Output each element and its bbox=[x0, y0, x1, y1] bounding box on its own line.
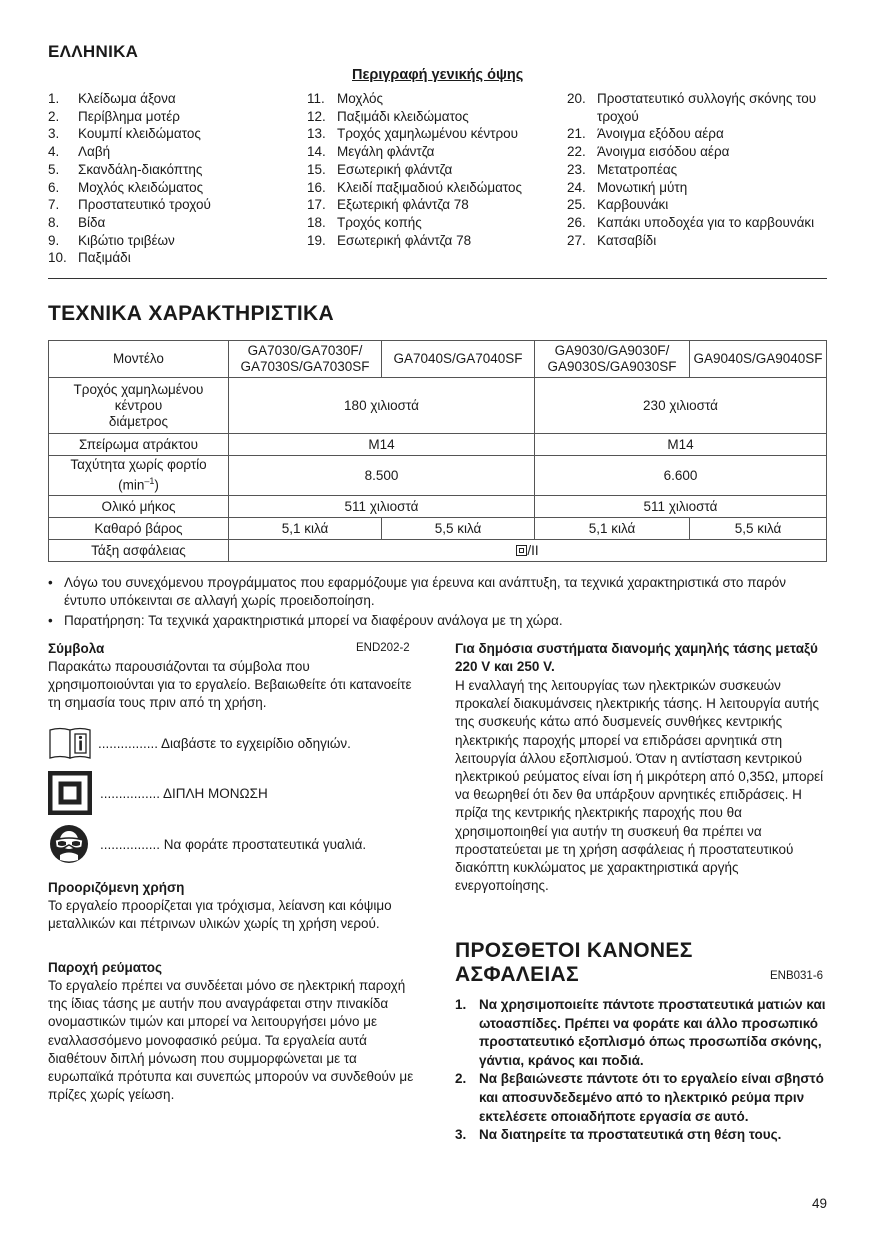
model-cell bbox=[229, 341, 382, 378]
symbol-row-glasses bbox=[48, 823, 366, 865]
item-number: 27. bbox=[567, 232, 586, 248]
item-number: 5. bbox=[48, 161, 60, 177]
weight-value: 5,1 κιλά bbox=[229, 518, 382, 540]
safety-class-label: Τάξη ασφάλειας bbox=[49, 540, 229, 562]
length-label: Ολικό μήκος bbox=[49, 496, 229, 518]
label-line: (min bbox=[118, 477, 145, 493]
item-number: 16. bbox=[307, 179, 326, 195]
speed-value: 6.600 bbox=[535, 456, 827, 496]
item-number: 9. bbox=[48, 232, 60, 248]
list-item bbox=[567, 214, 817, 232]
list-item bbox=[567, 179, 817, 197]
list-item bbox=[48, 161, 298, 179]
parts-list-column-3 bbox=[567, 90, 817, 249]
item-text: Προστατευτικό τροχού bbox=[78, 197, 211, 213]
model-name: GA9040S/GA9040SF bbox=[693, 351, 823, 366]
item-text: Τροχός κοπής bbox=[337, 214, 422, 230]
item-text: Μετατροπέας bbox=[597, 161, 678, 177]
wheel-value: 230 χιλιοστά bbox=[535, 378, 827, 434]
item-number: 1. bbox=[455, 997, 467, 1012]
list-item bbox=[567, 196, 817, 214]
label-line: Τροχός χαμηλωμένου bbox=[73, 381, 204, 397]
list-item bbox=[307, 214, 565, 232]
length-value: 511 χιλιοστά bbox=[229, 496, 535, 518]
item-number: 24. bbox=[567, 179, 586, 195]
parts-list-column-2 bbox=[307, 90, 565, 249]
list-item bbox=[455, 996, 827, 1070]
speed-label bbox=[49, 456, 229, 496]
thread-value: M14 bbox=[229, 434, 535, 456]
item-number: 7. bbox=[48, 197, 60, 213]
item-number: 10. bbox=[48, 250, 67, 266]
item-number: 1. bbox=[48, 91, 60, 106]
symbol-text: ................ Να φοράτε προστατευτικά γυαλιά. bbox=[100, 836, 367, 852]
intended-use-title: Προοριζόμενη χρήση bbox=[48, 880, 185, 895]
spec-notes bbox=[48, 574, 827, 630]
list-item bbox=[567, 90, 817, 125]
model-label: Μοντέλο bbox=[49, 341, 229, 378]
item-text: Να διατηρείτε τα προστατευτικά στη θέση τους. bbox=[479, 1127, 782, 1143]
thread-label: Σπείρωμα ατράκτου bbox=[49, 434, 229, 456]
item-text: Εσωτερική φλάντζα 78 bbox=[337, 232, 472, 248]
weight-value: 5,5 κιλά bbox=[690, 518, 827, 540]
model-name: GA9030/GA9030F/ bbox=[554, 343, 670, 358]
weight-label: Καθαρό βάρος bbox=[49, 518, 229, 540]
item-number: 13. bbox=[307, 126, 326, 142]
symbols-intro: Παρακάτω παρουσιάζονται τα σύμβολα που χρησιμοποιούνται για το εργαλείο. Βεβαιωθείτε ότι κατανοείτε τη σημασία τους πριν από τη χρήση. bbox=[48, 659, 412, 711]
double-insulation-icon bbox=[48, 771, 92, 815]
section-divider bbox=[48, 278, 827, 279]
item-text: Μονωτική μύτη bbox=[597, 179, 688, 195]
model-cell bbox=[382, 341, 535, 378]
item-text: Παξιμάδι κλειδώματος bbox=[337, 108, 469, 124]
model-name: GA7030S/GA7030SF bbox=[240, 359, 370, 374]
list-item bbox=[48, 612, 827, 630]
list-item bbox=[307, 143, 565, 161]
table-row bbox=[49, 434, 827, 456]
list-item bbox=[48, 179, 298, 197]
item-number: 2. bbox=[455, 1071, 467, 1087]
item-number: 6. bbox=[48, 179, 60, 195]
language-heading: ΕΛΛΗΝΙΚΑ bbox=[48, 42, 139, 61]
specs-table bbox=[48, 340, 827, 562]
length-value: 511 χιλιοστά bbox=[535, 496, 827, 518]
weight-value: 5,5 κιλά bbox=[382, 518, 535, 540]
weight-value: 5,1 κιλά bbox=[535, 518, 690, 540]
note-text: Παρατήρηση: Τα τεχνικά χαρακτηριστικά μπορεί να διαφέρουν ανάλογα με τη χώρα. bbox=[64, 613, 563, 628]
list-item bbox=[48, 125, 298, 143]
item-text: Προστατευτικό συλλογής σκόνης του τροχού bbox=[597, 91, 817, 124]
list-item bbox=[48, 232, 298, 250]
item-number: 4. bbox=[48, 144, 60, 160]
list-item bbox=[48, 214, 298, 232]
item-number: 25. bbox=[567, 197, 586, 213]
item-text: Εξωτερική φλάντζα 78 bbox=[337, 197, 469, 213]
list-item bbox=[455, 1126, 827, 1145]
table-row bbox=[49, 540, 827, 562]
item-text: Κλειδί παξιμαδιού κλειδώματος bbox=[337, 179, 523, 195]
item-number: 17. bbox=[307, 197, 326, 213]
model-name: GA7030/GA7030F/ bbox=[247, 343, 363, 358]
list-item bbox=[567, 161, 817, 179]
table-row bbox=[49, 496, 827, 518]
item-number: 23. bbox=[567, 161, 586, 177]
public-systems-title: Για δημόσια συστήματα διανομής χαμηλής τάσης μεταξύ 220 V και 250 V. bbox=[455, 641, 818, 675]
list-item bbox=[48, 574, 827, 610]
label-line: κέντρου bbox=[114, 397, 163, 413]
list-item bbox=[48, 90, 298, 108]
superscript: –1 bbox=[144, 476, 155, 487]
read-manual-icon bbox=[48, 726, 94, 760]
safety-class-value bbox=[229, 540, 827, 562]
list-item bbox=[307, 90, 565, 108]
item-text: Κατσαβίδι bbox=[597, 232, 657, 248]
model-name: GA9030S/GA9030SF bbox=[547, 359, 677, 374]
item-text: Εσωτερική φλάντζα bbox=[337, 161, 453, 177]
note-text: Λόγω του συνεχόμενου προγράμματος που εφαρμόζουμε για έρευνα και ανάπτυξη, τα τεχνικά χαρακτηριστικά στο παρόν έντυπο υπόκεινται σε αλλαγή χωρίς προειδοποίηση. bbox=[64, 575, 787, 608]
safety-code: ENB031-6 bbox=[770, 970, 824, 982]
list-item bbox=[307, 232, 565, 250]
double-insulation-small-icon bbox=[516, 545, 527, 556]
item-text: Καπάκι υποδοχέα για το καρβουνάκι bbox=[597, 214, 815, 230]
item-number: 22. bbox=[567, 144, 586, 160]
wheel-value: 180 χιλιοστά bbox=[229, 378, 535, 434]
item-number: 2. bbox=[48, 108, 60, 124]
public-systems-text: Η εναλλαγή της λειτουργίας των ηλεκτρικών συσκευών προκαλεί διακυμάνσεις ηλεκτρικής τάσης. Η λειτουργία αυτής της συσκευής κάτω από δυσμενείς συνθήκες κεντρικής ηλεκτρικής παροχής μπορεί να επιδράσει αρνητικά στη λειτουργία άλλου εξοπλισμού. Όταν η αντίσταση κεντρικού ηλεκτρικού ρεύματος είναι ίση ή μικρότερη από 0,35Ω, μπορεί να θεωρηθεί ότι δεν θα υπάρξουν αρνητικές επιδράσεις. Η πρίζα της κεντρικής ηλεκτρικής παροχής που θα χρησιμοποιηθεί για αυτήν τη συσκευή θα πρέπει να προστατεύεται με τη χρήση ασφάλειας ή προστατευτικού διακόπτη κυκλώματος με χαρακτηριστικά αργής ενεργοποίησης. bbox=[455, 678, 824, 894]
item-number: 21. bbox=[567, 126, 586, 142]
item-text: Άνοιγμα εξόδου αέρα bbox=[597, 126, 724, 142]
safety-glasses-icon bbox=[48, 823, 90, 865]
wheel-label bbox=[49, 378, 229, 434]
item-number: 14. bbox=[307, 144, 326, 160]
list-item bbox=[567, 232, 817, 250]
symbol-row-double-insulation bbox=[48, 771, 268, 815]
table-row bbox=[49, 518, 827, 540]
list-item bbox=[567, 125, 817, 143]
symbol-text: ................ ΔΙΠΛΗ ΜΟΝΩΣΗ bbox=[100, 785, 268, 801]
item-number: 3. bbox=[48, 126, 60, 142]
item-text: Μεγάλη φλάντζα bbox=[337, 144, 435, 160]
list-item bbox=[455, 1070, 827, 1126]
item-text: Κιβώτιο τριβέων bbox=[78, 232, 175, 248]
thread-value: M14 bbox=[535, 434, 827, 456]
item-number: 3. bbox=[455, 1127, 467, 1143]
item-text: Άνοιγμα εισόδου αέρα bbox=[597, 144, 730, 160]
list-item bbox=[307, 179, 565, 197]
item-text: Βίδα bbox=[78, 214, 106, 230]
item-number: 11. bbox=[307, 91, 325, 106]
item-text: Κλείδωμα άξονα bbox=[78, 91, 176, 106]
table-row bbox=[49, 456, 827, 496]
list-item bbox=[307, 161, 565, 179]
bullet: • bbox=[48, 575, 53, 590]
item-text: Να βεβαιώνεστε πάντοτε ότι το εργαλείο είναι σβηστό και αποσυνδεδεμένο από το ηλεκτρικό ρεύμα πριν εκτελέσετε οποιαδήποτε εργασία σε αυτό. bbox=[479, 1071, 824, 1124]
intended-use-text: Το εργαλείο προορίζεται για τρόχισμα, λείανση και κόψιμο μεταλλικών και πέτρινων υλικών χωρίς τη χρήση νερού. bbox=[48, 898, 392, 932]
item-number: 19. bbox=[307, 232, 326, 248]
label-line: ) bbox=[154, 477, 159, 493]
item-text: Μοχλός bbox=[337, 91, 384, 106]
item-text: Να χρησιμοποιείτε πάντοτε προστατευτικά ματιών και ωτοασπίδες. Πρέπει να φοράτε και άλλο προσωπικό προστατευτικό εξοπλισμό όπως προσωπίδα σκόνης, γάντια, κράνος και ποδιά. bbox=[479, 997, 826, 1068]
list-item bbox=[48, 143, 298, 161]
list-item bbox=[48, 249, 298, 267]
list-item bbox=[307, 108, 565, 126]
list-item bbox=[567, 143, 817, 161]
symbol-row-manual bbox=[48, 726, 351, 760]
overview-title: Περιγραφή γενικής όψης bbox=[352, 67, 524, 83]
item-number: 26. bbox=[567, 214, 586, 230]
safety-rules-list bbox=[455, 996, 827, 1145]
bullet: • bbox=[48, 613, 53, 628]
specs-heading: ΤΕΧΝΙΚΑ ΧΑΡΑΚΤΗΡΙΣΤΙΚΑ bbox=[48, 302, 334, 325]
label-line: Ταχύτητα χωρίς φορτίο bbox=[70, 457, 207, 473]
model-name: GA7040S/GA7040SF bbox=[393, 351, 523, 366]
safety-class-text: /II bbox=[527, 542, 539, 558]
item-number: 8. bbox=[48, 214, 60, 230]
parts-list-column-1 bbox=[48, 90, 298, 267]
item-number: 12. bbox=[307, 108, 326, 124]
item-number: 20. bbox=[567, 91, 586, 106]
label-line: διάμετρος bbox=[108, 413, 169, 429]
safety-heading-line: ΠΡΟΣΘΕΤΟΙ ΚΑΝΟΝΕΣ bbox=[455, 939, 693, 962]
list-item bbox=[48, 196, 298, 214]
item-text: Περίβλημα μοτέρ bbox=[78, 108, 180, 124]
page-number: 49 bbox=[811, 1196, 827, 1211]
item-text: Παξιμάδι bbox=[78, 250, 131, 266]
list-item bbox=[48, 108, 298, 126]
item-text: Τροχός χαμηλωμένου κέντρου bbox=[337, 126, 519, 142]
item-text: Λαβή bbox=[78, 144, 111, 160]
speed-value: 8.500 bbox=[229, 456, 535, 496]
item-text: Σκανδάλη-διακόπτης bbox=[78, 161, 203, 177]
power-supply-title: Παροχή ρεύματος bbox=[48, 960, 163, 975]
item-text: Καρβουνάκι bbox=[597, 197, 669, 213]
list-item bbox=[307, 125, 565, 143]
item-text: Κουμπί κλειδώματος bbox=[78, 126, 201, 142]
table-row bbox=[49, 341, 827, 378]
safety-heading-line: ΑΣΦΑΛΕΙΑΣ bbox=[455, 963, 579, 986]
model-cell bbox=[535, 341, 690, 378]
item-number: 18. bbox=[307, 214, 326, 230]
symbols-title: Σύμβολα bbox=[48, 641, 105, 656]
power-supply-text: Το εργαλείο πρέπει να συνδέεται μόνο σε ηλεκτρική παροχή της ίδιας τάσης με αυτήν που αναγράφεται στην πινακίδα ονομαστικών τιμών και μπορεί να λειτουργήσει μόνο με εναλλασσόμενο μονοφασικό ρεύμα. Τα εργαλεία αυτά διαθέτουν διπλή μόνωση που συμμορφώνεται με τα ευρωπαϊκά πρότυπα και συνεπώς μπορούν να συνδεθούν με πρίζες χωρίς γείωση. bbox=[48, 978, 414, 1103]
symbol-text: ................ Διαβάστε το εγχειρίδιο οδηγιών. bbox=[98, 735, 351, 751]
table-row bbox=[49, 378, 827, 434]
model-cell bbox=[690, 341, 827, 378]
item-number: 15. bbox=[307, 161, 326, 177]
symbols-code: END202-2 bbox=[356, 642, 410, 654]
item-text: Μοχλός κλειδώματος bbox=[78, 179, 204, 195]
list-item bbox=[307, 196, 565, 214]
